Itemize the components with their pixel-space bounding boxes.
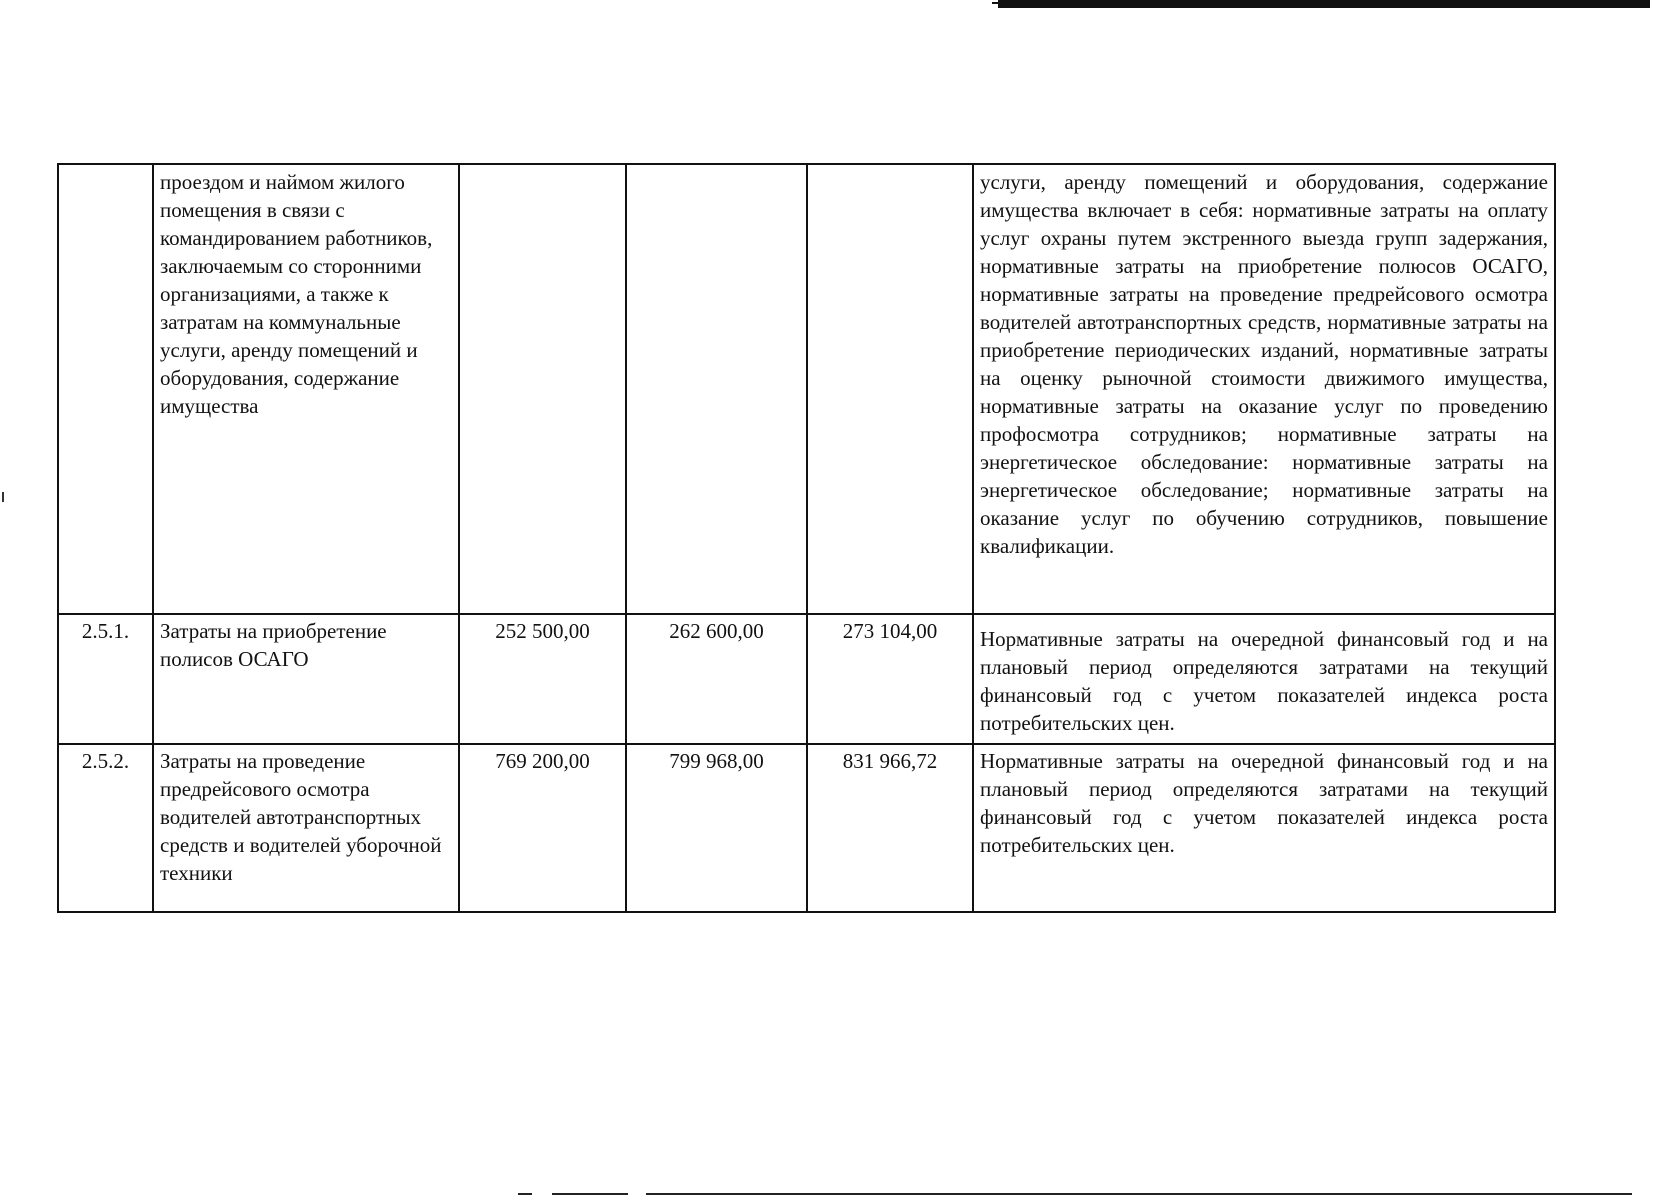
- cost-name-cell: Затраты на приобретение полисов ОСАГО: [153, 614, 459, 744]
- value-year-2-cell: 799 968,00: [626, 744, 807, 912]
- table-row: [58, 744, 1555, 912]
- value-year-2-cell: [626, 164, 807, 614]
- cost-name-cell: проездом и наймом жилого помещения в связи с командированием работников, заключаемым со сторонними организациями, а также к затратам на коммунальные услуги, аренду помещений и оборудования, содержание имущества: [153, 164, 459, 614]
- scan-edge-line-top: [998, 0, 1650, 8]
- description-cell: Нормативные затраты на очередной финансовый год и на плановый период определяются затратами на текущий финансовый год с учетом показателей индекса роста потребительских цен.: [973, 614, 1555, 744]
- cost-name-cell: Затраты на проведение предрейсового осмотра водителей автотранспортных средств и водителей уборочной техники: [153, 744, 459, 912]
- scan-edge-line-bottom-1: [518, 1193, 532, 1195]
- value-year-1-cell: 252 500,00: [459, 614, 626, 744]
- value-year-3-cell: [807, 164, 973, 614]
- value-year-2-cell: 262 600,00: [626, 614, 807, 744]
- scan-edge-line-bottom-2: [552, 1193, 628, 1195]
- value-year-1-cell: [459, 164, 626, 614]
- row-number-cell: [58, 164, 153, 614]
- cost-table: [57, 163, 1556, 913]
- scan-mark-left: [2, 492, 4, 502]
- row-number-cell: 2.5.2.: [58, 744, 153, 912]
- row-number-cell: 2.5.1.: [58, 614, 153, 744]
- value-year-3-cell: 831 966,72: [807, 744, 973, 912]
- value-year-3-cell: 273 104,00: [807, 614, 973, 744]
- description-cell: услуги, аренду помещений и оборудования, содержание имущества включает в себя: нормативные затраты на оплату услуг охраны путем экстренного выезда групп задержания, нормативные затраты на приобретение полюсов ОСАГО, нормативные затраты на проведение предрейсового осмотра водителей автотранспортных средств, нормативные затраты на приобретение периодических изданий, нормативные затраты на оценку рыночной стоимости движимого имущества, нормативные затраты на оказание услуг по проведению профосмотра сотрудников; нормативные затраты на энергетическое обследование: нормативные затраты на энергетическое обследование; нормативные затраты на оказание услуг по обучению сотрудников, повышение квалификации.: [973, 164, 1555, 614]
- value-year-1-cell: 769 200,00: [459, 744, 626, 912]
- table-row: [58, 614, 1555, 744]
- scan-edge-line-bottom-3: [646, 1193, 1632, 1195]
- table-row: [58, 164, 1555, 614]
- description-cell: Нормативные затраты на очередной финансовый год и на плановый период определяются затратами на текущий финансовый год с учетом показателей индекса роста потребительских цен.: [973, 744, 1555, 912]
